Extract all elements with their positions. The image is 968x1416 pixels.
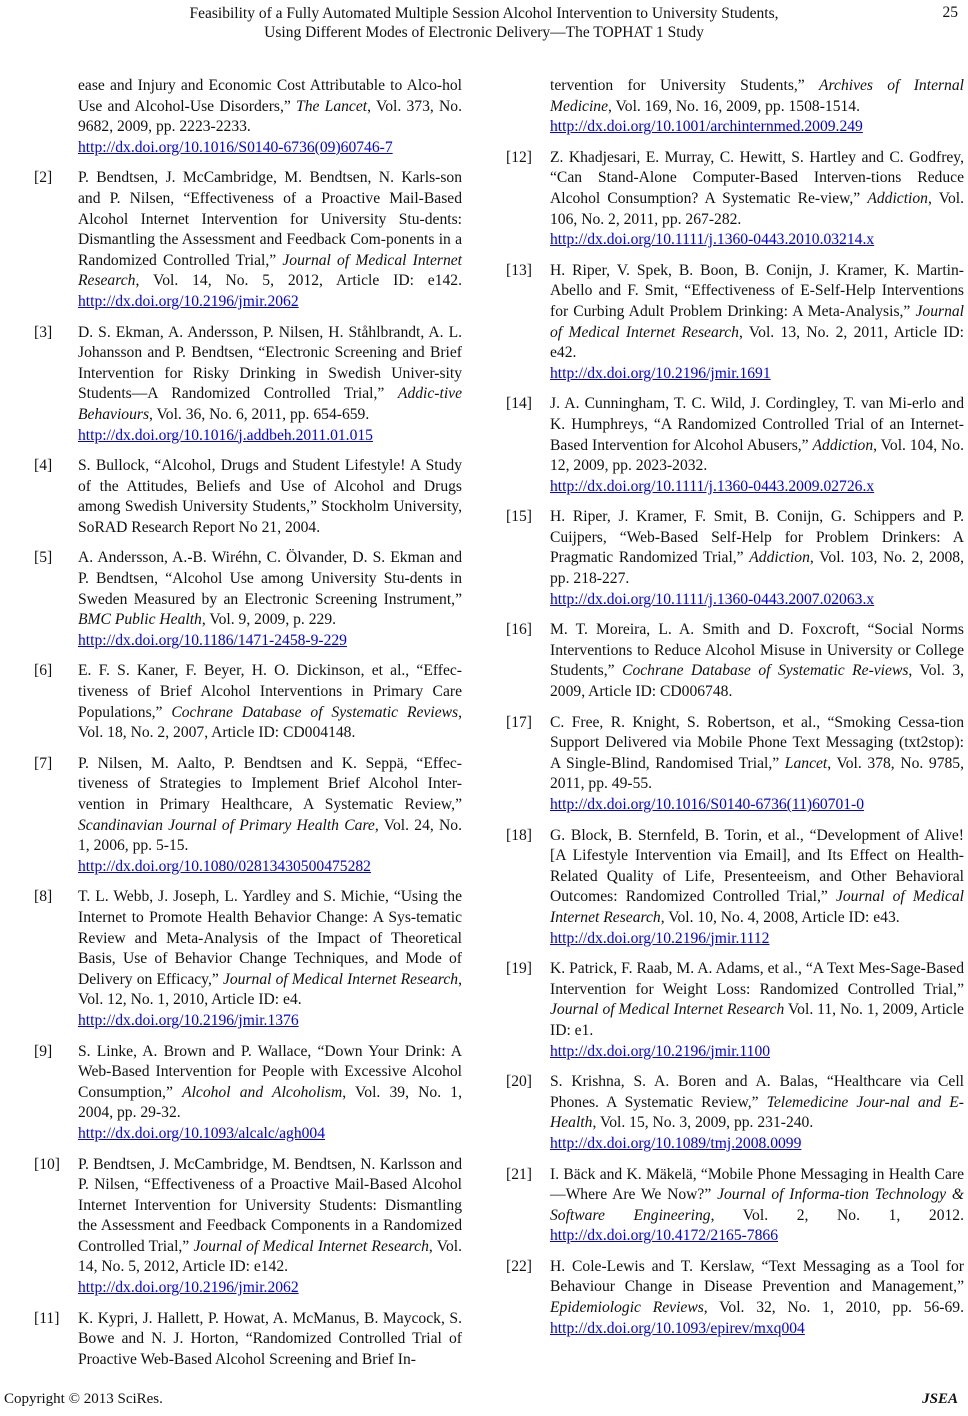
- reference-text: P. Nilsen, M. Aalto, P. Bendtsen and K. Seppä, “Effec-tiveness of Strategies to Implement Brief Alcohol Inter-vention in Primary Healthcare, A Systematic Review,”: [78, 754, 462, 813]
- reference-text: Z. Khadjesari, E. Murray, C. Hewitt, S. Hartley and C. Godfrey, “Can Stand-Alone Computer-Based Interven-tions Reduce Alcohol Consumption? A Systematic Re-view,”: [550, 148, 964, 207]
- reference-journal: Scandinavian Journal of Primary Health Care: [78, 816, 375, 834]
- reference-item: [506, 959, 964, 1062]
- reference-details: , Vol. 15, No. 3, 2009, pp. 231-240.: [592, 1114, 814, 1132]
- reference-number: [12]: [506, 148, 532, 166]
- journal-abbrev: JSEA: [922, 1391, 958, 1407]
- reference-details: , Vol. 378, No. 9785, 2011, pp. 49-55.: [550, 754, 964, 793]
- reference-text: T. L. Webb, J. Joseph, L. Yardley and S. Michie, “Using the Internet to Promote Health Behavior Change: A Sys-tematic Review and Meta-Analysis of the Impact of Theoretical Basis, Use of Behavior Change Techniques, and Mode of Delivery on Efficacy,”: [78, 888, 462, 988]
- reference-details: , Vol. 169, No. 16, 2009, pp. 1508-1514.: [608, 97, 860, 115]
- reference-details: , Vol. 39, No. 1, 2004, pp. 29-32.: [78, 1083, 463, 1122]
- reference-doi-link[interactable]: http://dx.doi.org/10.1186/1471-2458-9-229: [78, 631, 347, 649]
- reference-doi-link[interactable]: http://dx.doi.org/10.4172/2165-7866: [550, 1227, 778, 1245]
- reference-details: , Vol. 13, No. 2, 2011, Article ID: e42.: [550, 323, 964, 362]
- reference-text: ease and Injury and Economic Cost Attributable to Alco-hol Use and Alcohol-Use Disorders,”: [78, 77, 462, 115]
- copyright-notice: Copyright © 2013 SciRes.: [4, 1391, 163, 1407]
- page-number: 25: [942, 4, 958, 21]
- reference-details: , Vol. 14, No. 5, 2012, Article ID: e142.: [135, 272, 462, 290]
- reference-journal: Journal of Medical Internet Research: [550, 1001, 785, 1019]
- reference-item: [34, 1155, 462, 1299]
- reference-journal: Epidemiologic Reviews: [550, 1299, 704, 1317]
- reference-details: , Vol. 32, No. 1, 2010, pp. 56-69.: [703, 1299, 964, 1317]
- reference-details: , Vol. 10, No. 4, 2008, Article ID: e43.: [660, 908, 900, 926]
- reference-number: [5]: [34, 549, 53, 567]
- reference-doi-link[interactable]: http://dx.doi.org/10.1111/j.1360-0443.2010.03214.x: [550, 231, 875, 249]
- reference-details: , Vol. 18, No. 2, 2007, Article ID: CD004148.: [78, 703, 462, 742]
- reference-doi-link[interactable]: http://dx.doi.org/10.2196/jmir.1691: [550, 364, 771, 382]
- reference-text: H. Cole-Lewis and T. Kerslaw, “Text Messaging as a Tool for Behaviour Change in Disease Prevention and Management,”: [550, 1257, 964, 1296]
- reference-journal: Addiction: [749, 549, 810, 567]
- reference-doi-link[interactable]: http://dx.doi.org/10.1080/02813430500475282: [78, 857, 371, 875]
- reference-doi-link[interactable]: http://dx.doi.org/10.2196/jmir.2062: [78, 292, 299, 310]
- reference-doi-link[interactable]: http://dx.doi.org/10.2196/jmir.1100: [550, 1042, 771, 1060]
- reference-item: [34, 754, 462, 878]
- reference-number: [17]: [506, 713, 532, 731]
- reference-journal: BMC Public Health: [78, 611, 202, 629]
- reference-item: [506, 1072, 964, 1154]
- reference-doi-link[interactable]: http://dx.doi.org/10.2196/jmir.1112: [550, 929, 770, 947]
- reference-journal: Telemedicine Jour-nal and E-Health: [550, 1093, 964, 1132]
- reference-number: [2]: [34, 169, 53, 187]
- reference-text: D. S. Ekman, A. Andersson, P. Nilsen, H. Ståhlbrandt, A. L. Johansson and P. Bendtsen, “Electronic Screening and Brief Intervention for Risky Drinking in Swedish Univer-sity Students—A Randomized Controlled Trial,”: [78, 323, 462, 403]
- reference-item: [34, 887, 462, 1031]
- reference-text: E. F. S. Kaner, F. Beyer, H. O. Dickinson, et al., “Effec-tiveness of Brief Alcohol Interventions in Primary Care Populations,”: [78, 662, 462, 721]
- reference-item: [34, 548, 462, 651]
- reference-number: [14]: [506, 395, 532, 413]
- reference-text: K. Kypri, J. Hallett, P. Howat, A. McManus, B. Maycock, S. Bowe and N. J. Horton, “Randomized Controlled Trial of Proactive Web-Based Alcohol Screening and Brief In-: [78, 1309, 462, 1368]
- reference-number: [3]: [34, 323, 53, 341]
- references-right-column: [506, 76, 964, 1349]
- reference-text: H. Riper, V. Spek, B. Boon, B. Conijn, J. Kramer, K. Martin-Abello and F. Smit, “Effectiveness of E-Self-Help Interventions for Curbing Adult Problem Drinking: A Meta-Analysis,”: [550, 261, 964, 320]
- reference-text: P. Bendtsen, J. McCambridge, M. Bendtsen, N. Karls-son and P. Nilsen, “Effectiveness of a Proactive Mail-Based Alcohol Internet Intervention for University Stu-dents: Dismantling the Assessment and Feedback Com-ponents in a Randomized Controlled Trial,”: [78, 169, 462, 269]
- reference-doi-link[interactable]: http://dx.doi.org/10.2196/jmir.2062: [78, 1279, 299, 1297]
- reference-doi-link[interactable]: http://dx.doi.org/10.2196/jmir.1376: [78, 1011, 299, 1029]
- reference-text: H. Riper, J. Kramer, F. Smit, B. Conijn, G. Schippers and P. Cuijpers, “Web-Based Self-Help for Problem Drinkers: A Pragmatic Randomized Trial,”: [550, 508, 964, 567]
- reference-journal: Journal of Medical Internet Research: [550, 888, 964, 926]
- reference-item: [34, 456, 462, 538]
- reference-journal: Lancet: [784, 754, 828, 772]
- reference-journal: Archives of Internal Medicine: [550, 77, 964, 115]
- references-left-column: [34, 76, 462, 1380]
- reference-details: , Vol. 12, No. 1, 2010, Article ID: e4.: [78, 970, 462, 1009]
- reference-journal: Journal of Medical Internet Research: [78, 251, 462, 290]
- reference-text: M. T. Moreira, L. A. Smith and D. Foxcroft, “Social Norms Interventions to Reduce Alcohol Misuse in University or College Students,”: [550, 621, 964, 680]
- reference-item: [506, 1165, 964, 1247]
- reference-item: [506, 713, 964, 816]
- reference-number: [15]: [506, 508, 532, 526]
- reference-text: tervention for University Students,”: [550, 77, 820, 94]
- reference-text: K. Patrick, F. Raab, M. A. Adams, et al., “A Text Mes-Sage-Based Intervention for Weight Loss: Randomized Controlled Trial,”: [550, 960, 964, 998]
- reference-details: , Vol. 2, No. 1, 2012.: [710, 1206, 964, 1224]
- reference-doi-link[interactable]: http://dx.doi.org/10.1111/j.1360-0443.2009.02726.x: [550, 477, 875, 495]
- reference-doi-link[interactable]: http://dx.doi.org/10.1093/epirev/mxq004: [550, 1319, 805, 1337]
- reference-text: C. Free, R. Knight, S. Robertson, et al., “Smoking Cessa-tion Support Delivered via Mobile Phone Text Messaging (txt2stop): A Single-Blind, Randomised Trial,”: [550, 713, 964, 772]
- reference-journal: Cochrane Database of Systematic Re-views: [622, 662, 909, 680]
- reference-text: G. Block, B. Sternfeld, B. Torin, et al., “Development of Alive! [A Lifestyle Intervention via Email], and Its Effect on Health-Related Quality of Life, Presenteeism, and Other Behavioral Outcomes: Randomized Controlled Trial,”: [550, 826, 964, 906]
- reference-journal: Addiction: [812, 436, 874, 454]
- reference-details: , Vol. 373, No. 9682, 2009, pp. 2223-2233.: [78, 97, 462, 136]
- reference-number: [21]: [506, 1165, 532, 1183]
- reference-text: P. Bendtsen, J. McCambridge, M. Bendtsen, N. Karlsson and P. Nilsen, “Effectiveness of a Proactive Mail-Based Alcohol Internet Intervention for University Students: Dismantling the Assessment and Feedback Components in a Randomized Controlled Trial,”: [78, 1155, 462, 1255]
- reference-doi-link[interactable]: http://dx.doi.org/10.1089/tmj.2008.0099: [550, 1134, 802, 1152]
- reference-details: , Vol. 14, No. 5, 2012, Article ID: e142.: [78, 1237, 462, 1276]
- reference-number: [7]: [34, 754, 53, 772]
- running-header: [0, 4, 968, 42]
- reference-item: [34, 323, 462, 447]
- reference-doi-link[interactable]: http://dx.doi.org/10.1111/j.1360-0443.2007.02063.x: [550, 590, 875, 608]
- reference-journal: Journal of Medical Internet Research: [222, 970, 459, 988]
- reference-item: [506, 76, 964, 138]
- reference-item: [506, 394, 964, 497]
- reference-doi-link[interactable]: http://dx.doi.org/10.1016/S0140-6736(09)60746-7: [78, 138, 393, 156]
- reference-journal: Alcohol and Alcoholism: [182, 1083, 343, 1101]
- reference-number: [16]: [506, 621, 532, 639]
- reference-doi-link[interactable]: http://dx.doi.org/10.1001/archinternmed.2009.249: [550, 118, 863, 136]
- reference-text: S. Bullock, “Alcohol, Drugs and Student Lifestyle! A Study of the Attitudes, Beliefs and Use of Alcohol and Drugs among Swedish University Students,” Stockholm University, SoRAD Research Report No 21, 2004.: [78, 457, 462, 536]
- reference-details: , Vol. 103, No. 2, 2008, pp. 218-227.: [550, 549, 964, 588]
- reference-item: [34, 168, 462, 312]
- reference-doi-link[interactable]: http://dx.doi.org/10.1016/j.addbeh.2011.01.015: [78, 426, 373, 444]
- reference-text: J. A. Cunningham, T. C. Wild, J. Cordingley, T. van Mi-erlo and K. Humphreys, “A Randomized Controlled Trial of an Internet-Based Intervention for Alcohol Abusers,”: [550, 395, 964, 454]
- reference-details: , Vol. 9, 2009, p. 229.: [201, 611, 337, 629]
- reference-number: [22]: [506, 1257, 532, 1275]
- reference-details: , Vol. 36, No. 6, 2011, pp. 654-659.: [149, 405, 370, 423]
- reference-journal: Journal of Informa-tion Technology & Software Engineering: [550, 1186, 964, 1224]
- reference-journal: Cochrane Database of Systematic Reviews: [171, 703, 459, 721]
- reference-number: [18]: [506, 826, 532, 844]
- reference-number: [13]: [506, 261, 532, 279]
- reference-details: , Vol. 24, No. 1, 2006, pp. 5-15.: [78, 816, 462, 855]
- reference-number: [10]: [34, 1155, 60, 1173]
- reference-item: [506, 1257, 964, 1339]
- reference-text: S. Linke, A. Brown and P. Wallace, “Down Your Drink: A Web-Based Intervention for People with Excessive Alcohol Consumption,”: [78, 1042, 462, 1101]
- reference-item: [506, 507, 964, 610]
- reference-number: [4]: [34, 457, 53, 475]
- header-line-1: Feasibility of a Fully Automated Multiple Session Alcohol Intervention to University Students,: [189, 5, 779, 22]
- reference-number: [8]: [34, 888, 53, 906]
- reference-journal: Addic-tive Behaviours: [78, 385, 462, 423]
- reference-item: [506, 261, 964, 385]
- reference-text: I. Bäck and K. Mäkelä, “Mobile Phone Messaging in Health Care—Where Are We Now?”: [550, 1165, 964, 1204]
- reference-text: S. Krishna, S. A. Boren and A. Balas, “Healthcare via Cell Phones. A Systematic Review,”: [550, 1073, 964, 1111]
- reference-details: , Vol. 3, 2009, Article ID: CD006748.: [550, 662, 965, 701]
- reference-number: [11]: [34, 1309, 60, 1327]
- reference-journal: Addiction: [867, 189, 928, 207]
- reference-item: [34, 1042, 462, 1145]
- reference-details: Vol. 11, No. 1, 2009, Article ID: e1.: [550, 1001, 964, 1039]
- reference-number: [9]: [34, 1042, 53, 1060]
- reference-item: [34, 1309, 462, 1371]
- reference-doi-link[interactable]: http://dx.doi.org/10.1093/alcalc/agh004: [78, 1124, 326, 1142]
- reference-number: [6]: [34, 662, 53, 680]
- reference-details: , Vol. 106, No. 2, 2011, pp. 267-282.: [550, 189, 964, 228]
- reference-text: A. Andersson, A.-B. Wiréhn, C. Ölvander, D. S. Ekman and P. Bendtsen, “Alcohol Use among University Stu-dents in Sweden Measured by an Electronic Screening Instrument,”: [78, 549, 462, 608]
- reference-item: [506, 620, 964, 702]
- reference-doi-link[interactable]: http://dx.doi.org/10.1016/S0140-6736(11)60701-0: [550, 796, 865, 813]
- reference-item: [34, 661, 462, 743]
- reference-journal: Journal of Medical Internet Research: [550, 302, 964, 341]
- reference-item: [506, 148, 964, 251]
- reference-details: , Vol. 104, No. 12, 2009, pp. 2023-2032.: [550, 436, 965, 475]
- reference-number: [19]: [506, 960, 532, 978]
- reference-item: [34, 76, 462, 158]
- reference-journal: The Lancet: [296, 97, 368, 115]
- header-line-2: Using Different Modes of Electronic Delivery—The TOPHAT 1 Study: [264, 24, 704, 41]
- reference-item: [506, 826, 964, 950]
- reference-journal: Journal of Medical Internet Research: [193, 1237, 429, 1255]
- reference-number: [20]: [506, 1073, 532, 1091]
